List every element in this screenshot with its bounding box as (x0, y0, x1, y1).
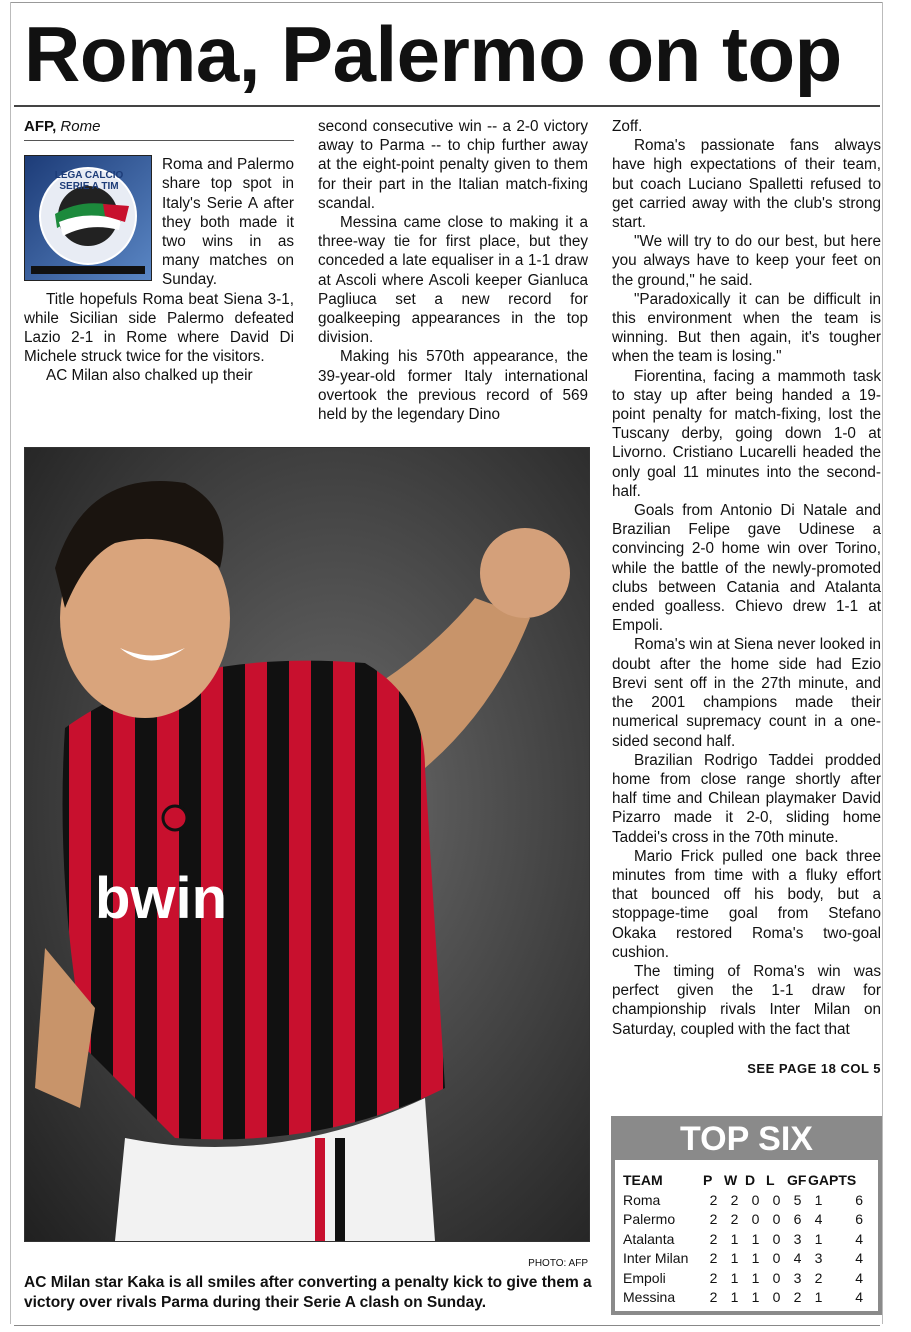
stat-cell: 0 (772, 1211, 781, 1228)
standings-title: TOP SIX (680, 1120, 813, 1158)
standings-table (623, 1170, 863, 1307)
bottom-rule (14, 1325, 880, 1326)
team-cell: Messina (623, 1289, 676, 1306)
paragraph: AC Milan also chalked up their (46, 367, 253, 385)
stat-cell: 3 (793, 1269, 802, 1286)
paragraph: Roma's passionate fans always have high expectations of their team, but coach Luciano Spalletti refused to get carried away with the club's strong start. (612, 137, 881, 232)
paragraph: Making his 570th appearance, the 39-year-old former Italy international overtook the previous record of 569 held by the legendary Dino (318, 348, 588, 424)
byline-rule (24, 140, 294, 141)
stat-cell: 0 (772, 1250, 781, 1267)
shirt-sponsor-text: bwin (95, 866, 228, 931)
stat-cell: 1 (751, 1289, 760, 1306)
col-header: P (703, 1172, 713, 1188)
stat-cell: 0 (751, 1211, 760, 1228)
col-header: D (745, 1172, 756, 1188)
left-border (10, 2, 11, 1324)
col-header: GF (787, 1172, 807, 1188)
stat-cell: 0 (772, 1191, 781, 1208)
stat-cell: 1 (730, 1250, 739, 1267)
col-header: PTS (829, 1172, 857, 1188)
stat-cell: 1 (751, 1230, 760, 1247)
col-header: GA (808, 1172, 829, 1188)
stat-cell: 0 (772, 1289, 781, 1306)
stat-cell: 6 (793, 1211, 802, 1228)
paragraph: Messina came close to making it a three-way tie for first place, but they conceded a late equaliser in a 1-1 draw at Ascoli where Ascoli keeper Gianluca Pagliuca set a new record for goalkeeping appearances in the top division. (318, 214, 588, 347)
stat-cell: 4 (855, 1230, 863, 1247)
stat-cell: 0 (772, 1269, 781, 1286)
stat-cell: 6 (855, 1211, 863, 1228)
paragraph: Roma's win at Siena never looked in doubt after the home side had Ezio Brevi sent off in the 27th minute, and the 2001 champions made their numerical supremacy count in a one-sided second half. (612, 636, 881, 750)
team-cell: Palermo (623, 1211, 676, 1228)
table-row (623, 1210, 863, 1230)
stat-cell: 2 (709, 1269, 718, 1286)
continued-link[interactable]: SEE PAGE 18 COL 5 (747, 1061, 881, 1076)
col-header: W (724, 1172, 738, 1188)
stat-cell: 2 (730, 1191, 739, 1208)
paragraph: second consecutive win -- a 2-0 victory away to Parma -- to chip further away at the eight-point penalty given to them for their part in the Italian match-fixing scandal. (318, 118, 588, 212)
player-photo-image (25, 448, 589, 1241)
headline-rule (14, 105, 880, 107)
logo-label: LEGA CALCIO SERIE A TIM (54, 170, 124, 193)
standings-box (611, 1116, 882, 1315)
table-row (623, 1249, 863, 1269)
stat-cell: 1 (730, 1230, 739, 1247)
serie-a-logo (24, 155, 152, 281)
stat-cell: 0 (772, 1230, 781, 1247)
stat-cell: 2 (709, 1289, 718, 1306)
stat-cell: 4 (855, 1289, 863, 1306)
stat-cell: 1 (751, 1269, 760, 1286)
byline-agency: AFP, (24, 118, 57, 135)
stat-cell: 2 (793, 1289, 802, 1306)
article-column-2 (318, 117, 588, 424)
stat-cell: 2 (709, 1211, 718, 1228)
stat-cell: 1 (751, 1250, 760, 1267)
stat-cell: 2 (709, 1191, 718, 1208)
team-cell: Empoli (623, 1269, 666, 1286)
stat-cell: 2 (709, 1250, 718, 1267)
paragraph: Roma and Palermo share top spot in Italy's Serie A after they both made it two wins in as many matches on Sunday. (162, 156, 294, 289)
stat-cell: 1 (814, 1191, 823, 1208)
byline-city: Rome (60, 118, 101, 135)
stat-cell: 2 (814, 1269, 823, 1286)
stat-cell: 1 (730, 1289, 739, 1306)
article-column-3 (612, 117, 881, 1039)
table-row (623, 1190, 863, 1210)
table-row (623, 1229, 863, 1249)
stat-cell: 0 (751, 1191, 760, 1208)
stat-cell: 4 (855, 1269, 863, 1286)
team-cell: Roma (623, 1191, 661, 1208)
table-row (623, 1288, 863, 1308)
photo-caption: AC Milan star Kaka is all smiles after converting a penalty kick to give them a victory over rivals Parma during their Serie A clash on Sunday. (24, 1274, 592, 1311)
photo-credit: PHOTO: AFP (528, 1258, 588, 1269)
paragraph: Fiorentina, facing a mammoth task to stay up after being handed a 19-point penalty for match-fixing, lost the Tuscany derby, going down 1-0 at Livorno. Cristiano Lucarelli headed the only goal 11 minutes into the second-half. (612, 367, 881, 500)
paragraph: Brazilian Rodrigo Taddei prodded home from close range shortly after half time and Chilean playmaker David Pizarro made it 2-0, sliding home Taddei's cross in the 70th minute. (612, 751, 881, 846)
article-column-1 (24, 117, 294, 386)
paragraph: Mario Frick pulled one back three minutes from time with a fluky effort that bounced off his body, but a stoppage-time goal from Stefano Okaka restored Roma's two-goal cushion. (612, 847, 881, 961)
paragraph: "We will try to do our best, but here you always have to keep your feet on the ground," he said. (612, 233, 881, 289)
team-cell: Inter Milan (623, 1250, 689, 1267)
headline: Roma, Palermo on top (24, 10, 842, 98)
paragraph: "Paradoxically it can be difficult in this environment when the team is winning. But then again, it's tougher when the team is losing." (612, 290, 881, 366)
stat-cell: 1 (814, 1289, 823, 1306)
stat-cell: 2 (709, 1230, 718, 1247)
stat-cell: 1 (730, 1269, 739, 1286)
stat-cell: 3 (793, 1230, 802, 1247)
right-border (882, 2, 883, 1324)
standings-header-row (623, 1170, 863, 1190)
paragraph: Goals from Antonio Di Natale and Brazilian Felipe gave Udinese a convincing 2-0 home win over Torino, while the battle of the newly-promoted clubs between Catania and Atalanta ended goalless. Chievo drew 1-1 at Empoli. (612, 502, 881, 635)
paragraph: Title hopefuls Roma beat Siena 3-1, while Sicilian side Palermo defeated Lazio 2-1 in Rome where David Di Michele struck twice for the visitors. (24, 290, 294, 366)
stat-cell: 4 (814, 1211, 823, 1228)
table-row (623, 1268, 863, 1288)
top-border (10, 2, 882, 3)
stat-cell: 3 (814, 1250, 823, 1267)
paragraph: Zoff. (612, 118, 643, 135)
paragraph: The timing of Roma's win was perfect given the 1-1 draw for championship rivals Inter Milan on Saturday, coupled with the fact that (612, 962, 881, 1038)
team-cell: Atalanta (623, 1230, 675, 1247)
stat-cell: 5 (793, 1191, 802, 1208)
col-header: TEAM (623, 1172, 663, 1188)
byline (24, 117, 294, 136)
col-header: L (766, 1172, 775, 1188)
standings-body (615, 1160, 878, 1311)
stat-cell: 4 (793, 1250, 802, 1267)
player-photo (24, 447, 590, 1242)
stat-cell: 4 (855, 1250, 863, 1267)
stat-cell: 1 (814, 1230, 823, 1247)
stat-cell: 2 (730, 1211, 739, 1228)
stat-cell: 6 (855, 1191, 863, 1208)
